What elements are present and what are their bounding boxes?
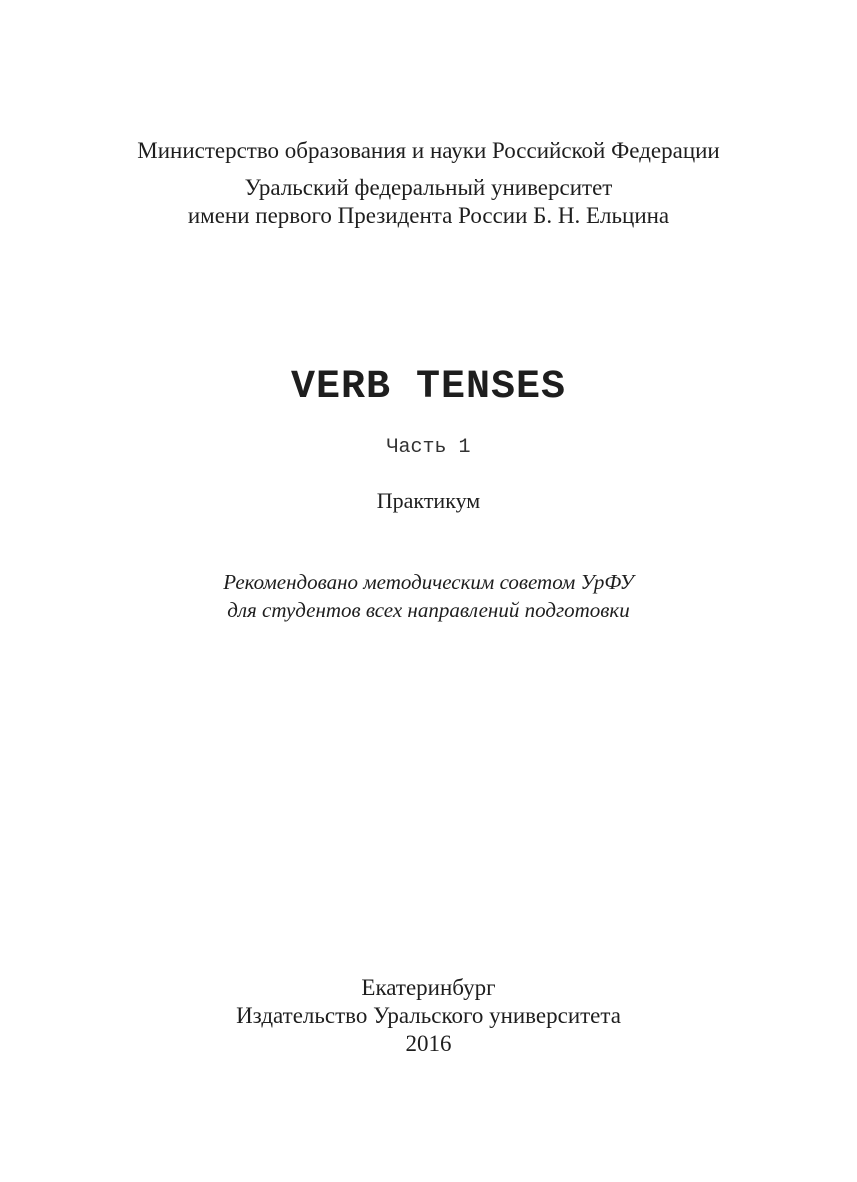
book-genre: Практикум [376,488,481,513]
university-line-2: имени первого Президента России Б. Н. Ельцина [187,203,670,228]
imprint-publisher: Издательство Уральского университета [236,1003,621,1028]
ministry-line: Министерство образования и науки Российской Федерации [137,138,720,163]
part-number: Часть 1 [386,436,471,459]
recommendation-line-1: Рекомендовано методическим советом УрФУ [223,570,634,594]
university-line-1: Уральский федеральный университет [244,175,613,200]
imprint-year: 2016 [405,1031,452,1056]
imprint-city: Екатеринбург [361,975,496,1000]
book-title: VERB TENSES [290,365,567,410]
recommendation-line-2: для студентов всех направлений подготовки [227,598,630,622]
